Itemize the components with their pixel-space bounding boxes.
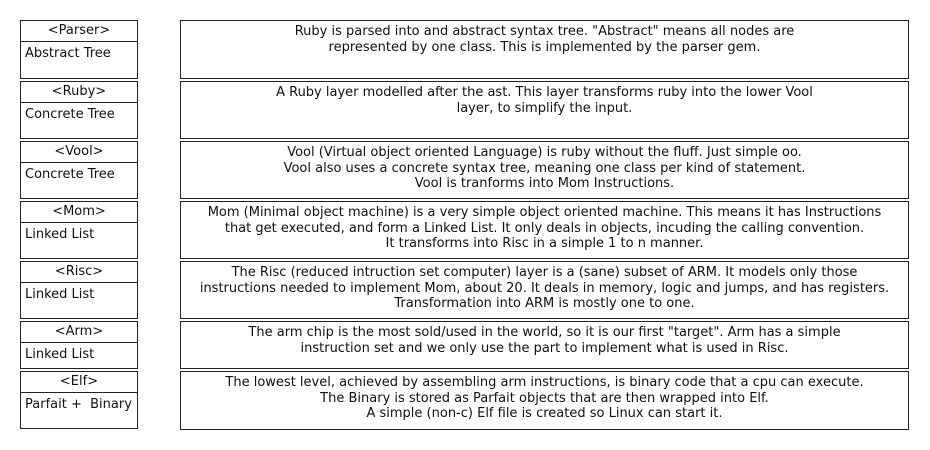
description-line: represented by one class. This is implemented by the parser gem. (328, 39, 761, 55)
layer-name: <Elf> (21, 372, 137, 393)
description-line: Vool (Virtual object oriented Language) is ruby without the fluff. Just simple oo. (287, 145, 802, 160)
layer-name: <Vool> (21, 142, 137, 163)
layer-kind: Concrete Tree (25, 107, 115, 122)
description-line: The Binary is stored as Parfait objects that are then wrapped into Elf. (320, 390, 769, 406)
description-line: A Ruby layer modelled after the ast. This layer transforms ruby into the lower Vool (276, 85, 813, 100)
layer-kind: Linked List (25, 227, 95, 242)
description-line: that get executed, and form a Linked List. It only deals in objects, incuding the calling convention. (224, 220, 865, 236)
layer-box-ruby (20, 81, 138, 139)
description-line: A simple (non-c) Elf file is created so Linux can start it. (366, 406, 723, 421)
layer-name: <Parser> (21, 21, 137, 42)
description-line: Mom (Minimal object machine) is a very simple object oriented machine. This means it has Instructions (207, 205, 882, 220)
description-line: instructions needed to implement Mom, about 20. It deals in memory, logic and jumps, and has registers. (199, 280, 890, 296)
layer-box-vool (20, 141, 138, 199)
layer-name: <Ruby> (21, 82, 137, 103)
description-line: The lowest level, achieved by assembling arm instructions, is binary code that a cpu can execute. (225, 375, 864, 390)
layer-kind: Linked List (25, 287, 95, 302)
layer-description-mom (180, 201, 909, 259)
layer-name: <Mom> (21, 202, 137, 223)
description-line: layer, to simplify the input. (456, 100, 633, 116)
description-line: Ruby is parsed into and abstract syntax tree. "Abstract" means all nodes are (294, 24, 795, 39)
description-line: It transforms into Risc in a simple 1 to n manner. (385, 236, 704, 251)
description-line: The Risc (reduced intruction set computer) layer is a (sane) subset of ARM. It models only those (231, 265, 858, 280)
description-line: Vool also uses a concrete syntax tree, meaning one class per kind of statement. (283, 160, 806, 176)
description-line: instruction set and we only use the part to implement what is used in Risc. (300, 340, 789, 356)
layer-kind: Concrete Tree (25, 167, 115, 182)
layer-description-vool (180, 141, 909, 199)
layer-box-risc (20, 261, 138, 319)
layer-box-mom (20, 201, 138, 259)
layer-description-arm (180, 321, 909, 369)
layer-box-arm (20, 321, 138, 369)
layer-box-elf (20, 371, 138, 429)
layer-name: <Risc> (21, 262, 137, 283)
description-line: The arm chip is the most sold/used in the world, so it is our first "target". Arm has a simple (248, 325, 841, 340)
layer-name: <Arm> (21, 322, 137, 343)
description-line: Vool is tranforms into Mom Instructions. (414, 176, 675, 191)
layer-description-parser (180, 20, 909, 79)
description-line: Transformation into ARM is mostly one to one. (394, 296, 695, 311)
layer-box-parser (20, 20, 138, 79)
layer-description-ruby (180, 81, 909, 139)
layer-description-elf (180, 371, 909, 430)
layer-kind: Parfait + Binary (25, 397, 132, 412)
layer-description-risc (180, 261, 909, 319)
layer-kind: Linked List (25, 347, 95, 362)
layer-kind: Abstract Tree (25, 46, 111, 61)
